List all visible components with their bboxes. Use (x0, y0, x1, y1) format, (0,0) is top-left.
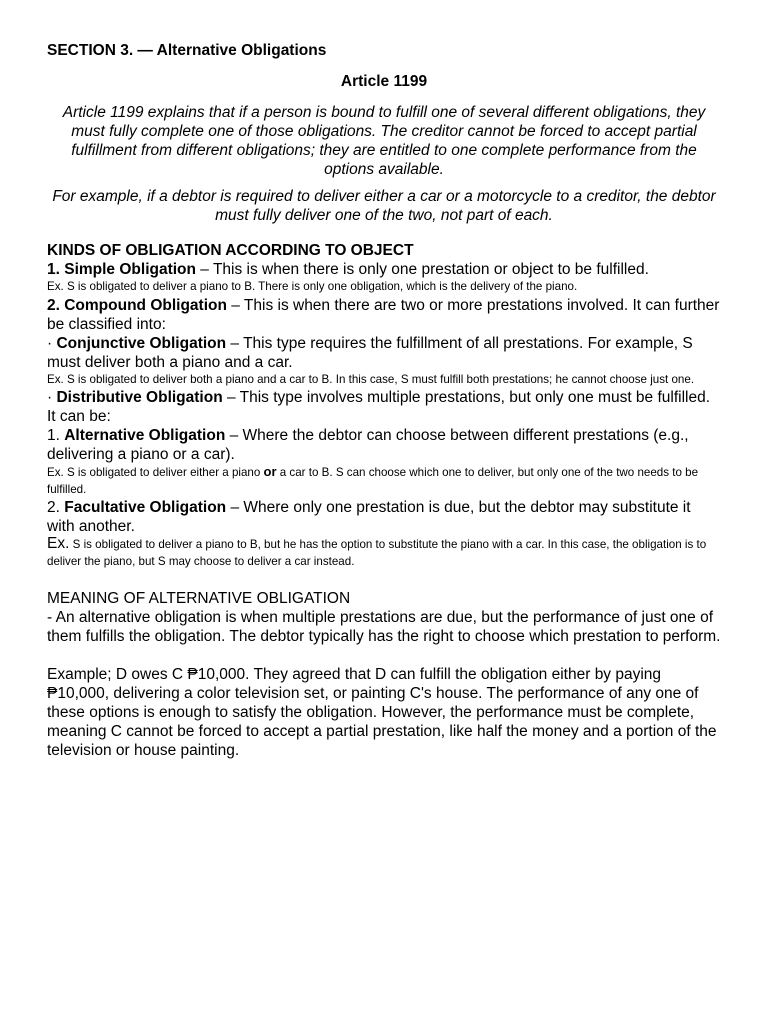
simple-obligation (47, 260, 721, 279)
example-paragraph: Example; D owes C ₱10,000. They agreed that D can fulfill the obligation either by paying ₱10,000, delivering a color television set, or painting C's house. The performance of any one of these options is enough to satisfy the obligation. However, the performance must be complete, meaning C cannot be forced to accept a partial prestation, like half the money and a portion of the television or house painting. (47, 666, 717, 759)
facultative-obligation (47, 498, 721, 536)
alternative-obligation-text: – Where the debtor can choose between different prestations (e.g., delivering a piano or a car). (47, 427, 689, 463)
list-number: 1. (47, 427, 65, 444)
compound-obligation-label: 2. Compound Obligation (47, 296, 227, 314)
distributive-obligation-label: Distributive Obligation (56, 389, 223, 406)
facultative-obligation-label: Facultative Obligation (64, 499, 227, 516)
example-prefix: Ex. (47, 535, 70, 552)
example-text: S is obligated to deliver a piano to B, but he has the option to substitute the piano with a car. In this case, the obligation is to deliver the piano, but S may choose to deliver a car instead. (47, 538, 707, 568)
facultative-obligation-text: – Where only one prestation is due, but the debtor may substitute it with another. (47, 499, 691, 535)
compound-obligation (47, 296, 721, 334)
bullet: · (47, 334, 57, 352)
conjunctive-obligation-example: Ex. S is obligated to deliver both a piano and a car to B. In this case, S must fulfill both prestations; he cannot choose just one. (47, 372, 695, 386)
alternative-obligation (47, 426, 721, 464)
conjunctive-obligation-text: – This type requires the fulfillment of all prestations. For example, S must deliver both a piano and a car. (47, 334, 693, 371)
distributive-obligation (47, 388, 721, 426)
example-text-before: Ex. S is obligated to deliver either a piano (47, 466, 264, 479)
alternative-obligation-label: Alternative Obligation (64, 427, 226, 444)
compound-obligation-text: – This is when there are two or more prestations involved. It can further be classified into: (47, 296, 720, 333)
list-number: 2. (47, 499, 65, 516)
meaning-text: - An alternative obligation is when multiple prestations are due, but the performance of just one of them fulfills the obligation. The debtor typically has the right to choose which prestation to perform. (47, 609, 721, 645)
conjunctive-obligation-label: Conjunctive Obligation (56, 334, 227, 352)
simple-obligation-text: – This is when there is only one prestation or object to be fulfilled. (196, 261, 649, 278)
example-text-after: a car to B. S can choose which one to deliver, but only one of the two needs to be fulfilled. (47, 466, 699, 496)
article-title: Article 1199 (340, 73, 428, 90)
bullet: · (47, 389, 57, 406)
simple-obligation-example: Ex. S is obligated to deliver a piano to B. There is only one obligation, which is the delivery of the piano. (47, 280, 578, 293)
meaning-heading: MEANING OF ALTERNATIVE OBLIGATION (47, 590, 351, 607)
example-or: or (263, 464, 277, 479)
kinds-heading: KINDS OF OBLIGATION ACCORDING TO OBJECT (47, 242, 414, 259)
facultative-obligation-example (47, 536, 721, 570)
article-explanation: Article 1199 explains that if a person is bound to fulfill one of several different obligations, they must fully complete one of those obligations. The creditor cannot be forced to accept partial fulfillment from different obligations; they are entitled to one complete performance from the options available. (62, 104, 706, 178)
article-example: For example, if a debtor is required to deliver either a car or a motorcycle to a creditor, the debtor must fully deliver one of the two, not part of each. (52, 188, 716, 224)
document-body (47, 38, 721, 760)
alternative-obligation-example (47, 464, 721, 498)
simple-obligation-label: 1. Simple Obligation (47, 261, 196, 278)
section-heading: SECTION 3. — Alternative Obligations (47, 42, 327, 59)
conjunctive-obligation (47, 334, 721, 372)
distributive-obligation-text: – This type involves multiple prestations, but only one must be fulfilled. It can be: (47, 389, 711, 425)
